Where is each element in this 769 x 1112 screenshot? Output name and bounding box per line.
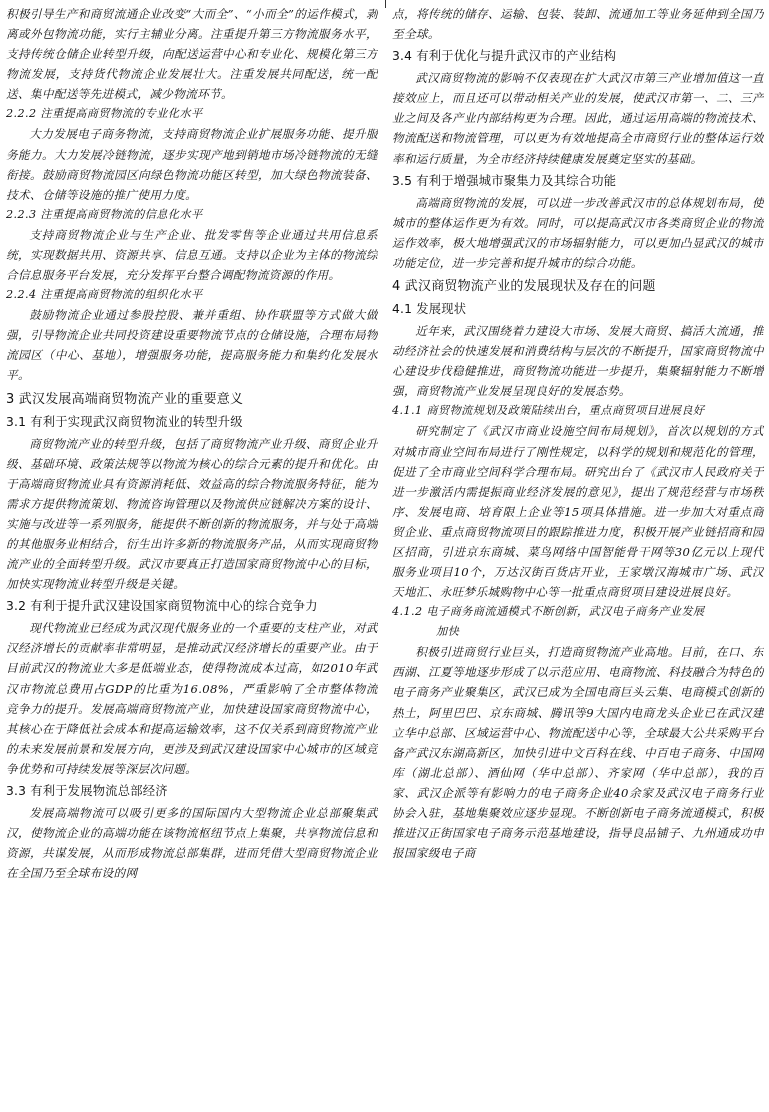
section-heading: 4.1 发展现状 [392, 302, 467, 317]
section-heading: 3.3 有利于发展物流总部经济 [6, 784, 168, 798]
paragraph: 商贸物流产业的转型升级，包括了商贸物流产业升级、商贸企业升级、基础环境、政策法规等以物流为核心的综合元素的提升和优化。由于高端商贸物流业具有资源消耗低、效益高的综合物流服务特征，能为需求方提供物流策划、物流咨询管理以及物流供应链解决方案的设计、实施与改进等一系列服务，能提供不断创新的物流服务，并与处于高端的其他服务业相结合，衍生出许多新的物流服务产品，从而实现商贸物流产业的全面转型升级。武汉市要真正打造国家商贸物流中心的目标，加快实现物流业转型升级是关键。 [6, 436, 378, 592]
section-heading: 4 武汉商贸物流产业的发展现状及存在的问题 [392, 279, 656, 295]
right-column [392, 4, 764, 1108]
section-heading: 3.5 有利于增强城市聚集力及其综合功能 [392, 173, 617, 188]
paragraph: 发展高端物流可以吸引更多的国际国内大型物流企业总部聚集武汉，使物流企业的高端功能在该物流枢纽节点上集聚，共享物流信息和资源，共谋发展，从而形成物流总部集群，进而凭借大型商贸物流企业在全国乃至全球布设的网 [6, 806, 378, 881]
paragraph: 武汉商贸物流的影响不仅表现在扩大武汉市第三产业增加值这一直接效应上，而且还可以带动相关产业的发展，使武汉市第一、二、三产业之间及各产业内部结构更为合理。因此，通过运用高端的物流技术、物流配送和物流管理，可以更为有效地提高全市商贸行业的整体运行效率和运行质量，为全市经济持续健康发展奠定坚实的基础。 [392, 71, 764, 166]
subsection-heading: 4.1.1 商贸物流规划及政策陆续出台，重点商贸项目进展良好 [392, 404, 705, 418]
subsection-heading [392, 602, 764, 642]
subsection-heading-line2: 加快 [436, 625, 460, 639]
left-column [6, 4, 378, 1108]
section-heading: 3.4 有利于优化与提升武汉市的产业结构 [392, 49, 617, 64]
paragraph: 大力发展电子商务物流，支持商贸物流企业扩展服务功能、提升服务能力。大力发展冷链物流，逐步实现产地到销地市场冷链物流的无缝衔接。鼓励商贸物流园区向绿色物流功能区转型，加大绿色物流装备、技术、仓储等设施的推广使用力度。 [6, 127, 378, 202]
subsection-heading: 2.2.3 注重提高商贸物流的信息化水平 [6, 207, 203, 221]
paragraph: 现代物流业已经成为武汉现代服务业的一个重要的支柱产业，对武汉经济增长的贡献率非常明显，是推动武汉经济增长的重要产业。由于目前武汉的物流业大多是低端业态，使得物流成本过高，如2010年武汉市物流总费用占GDP的比重为16.08%，严重影响了全市整体物流竞争力的提升。发展高端商贸物流产业，加快建设国家商贸物流中心，其核心在于降低社会成本和提高运输效率，这不仅关系到商贸物流产业的未来发展前景和发展方向，更涉及到武汉建设国家中心城市的区域竞争优势和可持续发展等深层次问题。 [6, 621, 378, 776]
paragraph: 鼓励物流企业通过参股控股、兼并重组、协作联盟等方式做大做强，引导物流企业共同投资建设重要物流节点的仓储设施，合理布局物流园区（中心、基地），增强服务功能，提高服务能力和集约化发展水平。 [6, 308, 378, 383]
paragraph: 积极引导生产和商贸流通企业改变“大而全”、“小而全”的运作模式，剥离或外包物流功能，实行主辅业分离。注重提升第三方物流服务水平，支持传统仓储企业转型升级，向配送运营中心和专业化、规模化第三方物流发展，支持货代物流企业发展壮大。注重发展共同配送，统一配送、集中配送等先进模式，减少物流环节。 [6, 7, 378, 102]
column-divider [385, 0, 386, 8]
paragraph: 点，将传统的储存、运输、包装、装卸、流通加工等业务延伸到全国乃至全球。 [392, 7, 764, 42]
paragraph: 支持商贸物流企业与生产企业、批发零售等企业通过共用信息系统，实现数据共用、资源共享、信息互通。支持以企业为主体的物流综合信息服务平台发展，充分发挥平台整合调配物流资源的作用。 [6, 227, 378, 283]
section-heading: 3 武汉发展高端商贸物流产业的重要意义 [6, 391, 244, 407]
paragraph: 积极引进商贸行业巨头，打造商贸物流产业高地。目前，在口、东西湖、江夏等地逐步形成了以示范应用、电商物流、科技融合为特色的电子商务产业聚集区，武汉已成为全国电商巨头云集、电商模式创新的热土，阿里巴巴、京东商城、腾讯等9大国内电商龙头企业已在武汉建立华中总部、区域运营中心、物流配送中心等，全球最大公共采购平台备产武汉东湖高新区，加快引进中文百科在线、中百电子商务、中国网库（湖北总部）、酒仙网（华中总部）、齐家网（华中总部），我的百家、武汉企派等有影响力的电子商务企业40余家及武汉电子商务行业协会入驻，基地集聚效应逐步显现。不断创新电子商务流通模式，积极推进汉正街国家电子商务示范基地建设，指导良品铺子、九州通成功申报国家级电子商 [392, 645, 764, 861]
paragraph: 研究制定了《武汉市商业设施空间布局规划》，首次以规划的方式对城市商业空间布局进行了刚性规定，以科学的规划和规范化的管理，促进了全市商业空间科学合理布局。研究出台了《武汉市人民政府关于进一步激活内需提振商业经济发展的意见》，提出了规范经营与市场秩序、发展电商、培育限上企业等15项具体措施。进一步加大对重点商贸企业、重点商贸物流项目的跟踪推进力度，积极开展产业链招商和园区招商，引进京东商城、菜鸟网络中国智能骨干网等30亿元以上现代服务业项目10个，万达汉街百货店开业，王家墩汉海城市广场、武汉天地汇、永旺梦乐城购物中心等一批重点商贸项目建设进展良好。 [392, 424, 764, 600]
subsection-heading: 2.2.4 注重提高商贸物流的组织化水平 [6, 288, 203, 302]
paragraph: 近年来，武汉围绕着力建设大市场、发展大商贸、搞活大流通，推动经济社会的快速发展和消费结构与层次的不断提升，国家商贸物流中心建设步伐稳健推进，商贸物流功能进一步提升，集聚辐射能力不断增强，商贸物流产业发展呈现良好的发展态势。 [392, 324, 764, 399]
paragraph: 高端商贸物流的发展，可以进一步改善武汉市的总体规划布局，使城市的整体运作更为有效。同时，可以提高武汉市各类商贸企业的物流运作效率，极大地增强武汉的市场辐射能力，可以更加凸显武汉的城市功能定位，进一步完善和提升城市的综合功能。 [392, 195, 764, 270]
subsection-heading: 2.2.2 注重提高商贸物流的专业化水平 [6, 107, 203, 121]
subsection-heading-line1: 4.1.2 电子商务商流通模式不断创新，武汉电子商务产业发展 [392, 605, 705, 619]
section-heading: 3.1 有利于实现武汉商贸物流业的转型升级 [6, 414, 243, 429]
section-heading: 3.2 有利于提升武汉建设国家商贸物流中心的综合竞争力 [6, 599, 318, 614]
